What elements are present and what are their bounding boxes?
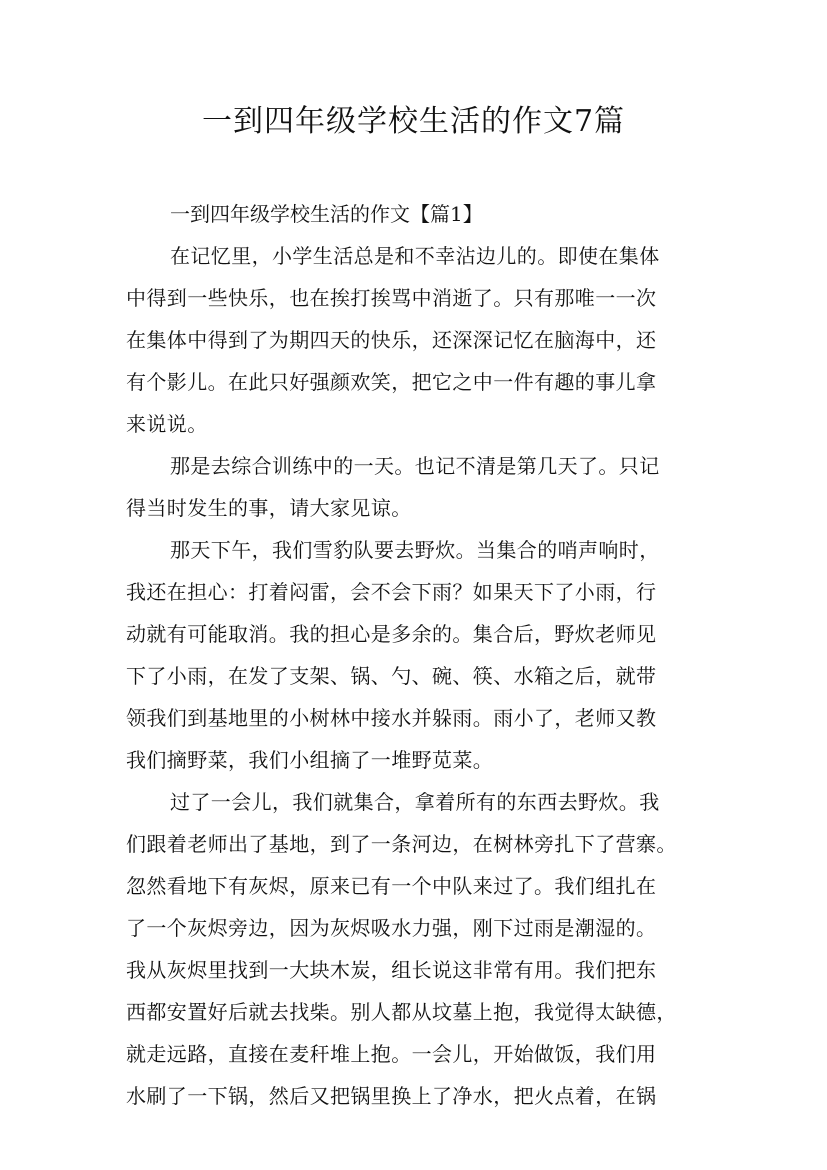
paragraph-line: 动就有可能取消。我的担心是多余的。集合后，野炊老师见	[126, 622, 657, 646]
paragraph-line: 得当时发生的事，请大家见谅。	[126, 496, 412, 520]
paragraph-line: 下了小雨，在发了支架、锅、勺、碗、筷、水箱之后，就带	[126, 664, 657, 688]
document-body	[126, 193, 706, 1117]
paragraph-line: 来说说。	[126, 412, 208, 436]
section-subtitle: 一到四年级学校生活的作文【篇1】	[170, 202, 483, 226]
paragraph-line: 水刷了一下锅，然后又把锅里换上了净水，把火点着，在锅	[126, 1084, 657, 1108]
document-title: 一到四年级学校生活的作文7篇	[201, 104, 626, 139]
paragraph-line: 忽然看地下有灰烬，原来已有一个中队来过了。我们组扎在	[126, 874, 657, 898]
paragraph-line: 我们摘野菜，我们小组摘了一堆野苋菜。	[126, 748, 494, 772]
paragraph-line: 中得到一些快乐，也在挨打挨骂中消逝了。只有那唯一一次	[126, 286, 657, 310]
paragraph-line: 过了一会儿，我们就集合，拿着所有的东西去野炊。我	[170, 790, 660, 814]
paragraph-line: 西都安置好后就去找柴。别人都从坟墓上抱，我觉得太缺德，	[126, 1000, 677, 1024]
paragraph-line: 在集体中得到了为期四天的快乐，还深深记忆在脑海中，还	[126, 328, 657, 352]
paragraph-line: 我从灰烬里找到一大块木炭，组长说这非常有用。我们把东	[126, 958, 657, 982]
paragraph-1	[126, 235, 706, 445]
paragraph-3	[126, 529, 706, 781]
paragraph-line: 领我们到基地里的小树林中接水并躲雨。雨小了，老师又教	[126, 706, 657, 730]
paragraph-line: 有个影儿。在此只好强颜欢笑，把它之中一件有趣的事儿拿	[126, 370, 657, 394]
paragraph-line: 在记忆里，小学生活总是和不幸沾边儿的。即使在集体	[170, 244, 660, 268]
paragraph-line: 了一个灰烬旁边，因为灰烬吸水力强，刚下过雨是潮湿的。	[126, 916, 657, 940]
paragraph-line: 那是去综合训练中的一天。也记不清是第几天了。只记	[170, 454, 660, 478]
paragraph-line: 就走远路，直接在麦秆堆上抱。一会儿，开始做饭，我们用	[126, 1042, 657, 1066]
paragraph-line: 那天下午，我们雪豹队要去野炊。当集合的哨声响时，	[170, 538, 660, 562]
paragraph-line: 们跟着老师出了基地，到了一条河边，在树林旁扎下了营寨。	[126, 832, 677, 856]
paragraph-4	[126, 781, 706, 1117]
paragraph-line: 我还在担心：打着闷雷，会不会下雨？如果天下了小雨，行	[126, 580, 657, 604]
paragraph-2	[126, 445, 706, 529]
